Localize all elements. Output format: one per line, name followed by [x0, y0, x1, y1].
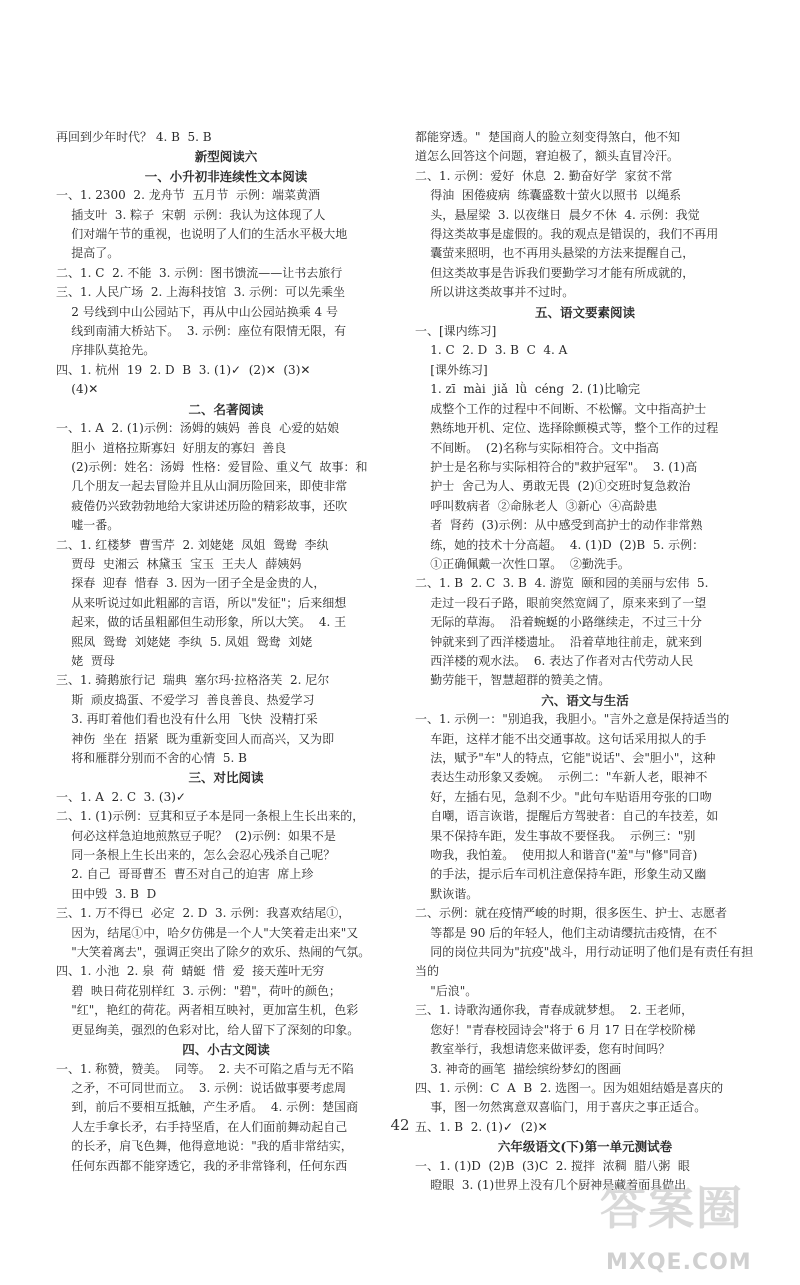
answer-line: 事，图一勿然寓意双喜临门，用于喜庆之事正适合。	[415, 1100, 707, 1115]
answer-line: 序排队莫抢先。	[56, 343, 156, 358]
section-heading: 二、名著阅读	[188, 401, 264, 417]
watermark-logo: 答案圈	[600, 1181, 744, 1235]
answer-line: 熙凤 鸳鸯 刘姥姥 李纨 5. 凤姐 鸳鸯 刘姥	[56, 634, 313, 649]
answer-line: 一、[课内练习]	[415, 324, 497, 339]
answer-line: 二、1. (1)示例：豆萁和豆子本是同一条根上生长出来的，	[56, 809, 365, 824]
answer-line: 任何东西都不能穿透它，我的矛非常锋利，任何东西	[56, 1158, 348, 1173]
section-heading: 四、小古文阅读	[182, 1042, 270, 1058]
watermark-url: MXQE.COM	[606, 1250, 752, 1275]
answer-line: 提高了。	[56, 246, 120, 261]
answer-line: 呼叫数病者 ②命脉老人 ③新心 ④高龄患	[415, 498, 658, 513]
answer-line: 护士是名称与实际相符合的"救护冠军"。 3. (1)高	[415, 459, 698, 474]
answer-line: 得这类故事是虚假的。我的观点是错误的，我们不再用	[415, 227, 719, 242]
answer-line: "红"，艳红的荷花。两者相互映衬，更加富生机，色彩	[56, 1003, 359, 1018]
right-column	[415, 128, 755, 1195]
answer-line: 自嘲，语言诙谐，提醒后方驾驶者：自己的车技差，如	[415, 809, 719, 824]
answer-line: 因为，结尾①中，哈夕仿佛是一个人"大笑着走出来"又	[56, 925, 359, 940]
answer-line: 西洋楼的观水法。 6. 表达了作者对古代劳动人民	[415, 653, 694, 668]
answer-line: ①正确佩戴一次性口罩。 ②勤洗手。	[415, 556, 630, 571]
section-heading: 一、小升初非连续性文本阅读	[144, 168, 308, 184]
answer-line: 之矛，不可同世而立。 3. 示例：说话做事要考虑周	[56, 1080, 347, 1095]
answer-line: 三、1. 骑鹅旅行记 瑞典 塞尔玛·拉格洛芙 2. 尼尔	[56, 673, 330, 688]
answer-line: 都能穿透。" 楚国商人的脸立刻变得煞白，他不知	[415, 130, 681, 144]
answer-line: 几个朋友一起去冒险并且从山洞历险回来，即使非常	[56, 479, 348, 494]
answer-line: 四、1. 杭州 19 2. D B 3. (1)✓ (2)✕ (3)✕	[56, 362, 311, 377]
section-heading: 六、语文与生活	[541, 692, 629, 708]
answer-line: 练，她的技术十分高超。 4. (1)D (2)B 5. 示例：	[415, 537, 705, 552]
answer-line: 3. 再盯着他们看也没有什么用 飞快 没精打采	[56, 712, 318, 727]
answer-line: 但这类故事是告诉我们要勤学习才能有所成就的，	[415, 265, 695, 280]
answer-line: 三、1. 人民广场 2. 上海科技馆 3. 示例：可以先乘坐	[56, 285, 346, 300]
answer-line: 同一条根上生长出来的，怎么会忍心残杀自己呢？	[56, 848, 336, 863]
answer-line: 头，悬屋梁 3. 以夜继日 晨夕不休 4. 示例：我觉	[415, 207, 700, 222]
answer-line: 护士 舍己为人、勇敢无畏 (2)①交班时复急救治	[415, 479, 691, 494]
section-heading: 六年级语文(下)第一单元测试卷	[497, 1139, 673, 1155]
answer-line: 勤劳能干，智慧超群的赞美之情。	[415, 673, 611, 688]
answer-line: 道怎么回答这个问题，窘迫极了，额头直冒冷汗。	[415, 149, 680, 164]
answer-line: 二、1. 红楼梦 曹雪芹 2. 刘姥姥 凤姐 鸳鸯 李纨	[56, 537, 329, 552]
answer-line: 囊萤来照明，也不再用头悬梁的方法来提醒自己，	[415, 246, 695, 261]
answer-line: 四、1. 示例：C A B 2. 选图一。因为姐姐结婚是喜庆的	[415, 1080, 724, 1095]
answer-line: 一、1. 称赞，赞美。 同等。 2. 夫不可陷之盾与无不陷	[56, 1061, 354, 1076]
watermark	[600, 1168, 790, 1278]
answer-line: 人左手拿长矛，右手持坚盾，在人们面前舞动起自己	[56, 1119, 348, 1134]
answer-line: 一、1. A 2. C 3. (3)✓	[56, 789, 186, 804]
answer-line: 法，赋予"车"人的特点，它能"说话"、会"胆小"，这种	[415, 751, 716, 765]
answer-line: 到，前后不要相互抵触，产生矛盾。 4. 示例：楚国商	[56, 1100, 359, 1115]
answer-line: 不间断。 (2)名称与实际相符合。文中指高	[415, 440, 659, 455]
answer-line: 您好！"青春校园诗会"将于 6 月 17 日在学校阶梯	[415, 1022, 696, 1037]
answer-line: 线到南浦大桥站下。 3. 示例：座位有限情无限，有	[56, 324, 347, 339]
answer-line: 瞪眼 3. (1)世界上没有几个厨神是藏着面具做出	[415, 1177, 687, 1192]
answer-line: 无际的草海。 沿着蜿蜒的小路继续走，不过三十分	[415, 615, 702, 630]
answer-line: 将和雁群分别而不舍的心情 5. B	[56, 751, 247, 765]
answer-line: 的长矛，肩飞色舞，他得意地说："我的盾非常结实，	[56, 1139, 353, 1154]
answer-line: 得油 困倦疲病 练囊盛数十萤火以照书 以绳系	[415, 188, 682, 203]
answer-line: 探春 迎春 惜春 3. 因为一团子全是金贵的人，	[56, 576, 326, 591]
answer-line: 默诙谐。	[415, 886, 479, 901]
answer-line: "后浪"。	[415, 983, 478, 998]
answer-line: 所以讲这类故事并不过时。	[415, 285, 575, 300]
answer-line: 熟练地开机、定位、选择除颤模式等，整个工作的过程	[415, 421, 719, 436]
answer-line: 二、示例：就在疫情严峻的时期，很多医生、护士、志愿者	[415, 906, 728, 921]
answer-line: 碧 映日荷花别样红 3. 示例："碧"，荷叶的颜色；	[56, 983, 341, 998]
answer-line: 好，左插右见，急刹不少。"此句车贴语用夸张的口吻	[415, 789, 712, 804]
left-column	[56, 128, 396, 1176]
answer-line: [课外练习]	[415, 362, 488, 377]
answer-line: 再回到少年时代？ 4. B 5. B	[56, 130, 212, 144]
section-heading: 新型阅读六	[194, 149, 258, 165]
answer-line: 插支叶 3. 粽子 宋朝 示例：我认为这体现了人	[56, 207, 326, 222]
answer-line: 3. 神奇的画笔 描绘缤纷梦幻的图画	[415, 1061, 622, 1076]
answer-line: 更显绚美，强烈的色彩对比，给人留下了深刻的印象。	[56, 1022, 360, 1037]
answer-line: 五、1. B 2. (1)✓ (2)✕	[415, 1119, 548, 1134]
answer-line: 胆小 道格拉斯寡妇 好朋友的寡妇 善良	[56, 440, 287, 455]
answer-line: 成整个工作的过程中不间断、不松懈。文中指高护士	[415, 401, 707, 416]
answer-line: 表达生动形象又委婉。 示例二："车新人老，眼神不	[415, 770, 708, 785]
answer-line: 三、1. 万不得已 必定 2. D 3. 示例：我喜欢结尾①，	[56, 906, 351, 921]
answer-line: 1. C 2. D 3. B C 4. A	[415, 343, 568, 358]
answer-line: 四、1. 小池 2. 泉 荷 蜻蜓 惜 爱 接天莲叶无穷	[56, 964, 325, 979]
answer-line: 的手法，提示后车司机注意保持车距，形象生动又幽	[415, 867, 707, 882]
page-number: 42	[390, 1116, 410, 1134]
answer-line: 嘘一番。	[56, 518, 120, 533]
answer-line: 一、1. A 2. (1)示例：汤姆的姨妈 善良 心爱的姑娘	[56, 421, 340, 436]
section-heading: 三、对比阅读	[188, 770, 264, 786]
answer-line: 贾母 史湘云 林黛玉 宝玉 王夫人 薛姨妈	[56, 556, 302, 571]
answer-line: 同的岗位共同为"抗疫"战斗，用行动证明了他们是有责任有担当的	[415, 945, 754, 979]
answer-line: 二、1. B 2. C 3. B 4. 游览 颐和园的美丽与宏伟 5.	[415, 576, 709, 591]
answer-line: 二、1. C 2. 不能 3. 示例：图书馈流——让书去旅行	[56, 265, 343, 280]
answer-line: (4)✕	[56, 382, 99, 397]
answer-line: 2 号线到中山公园站下，再从中山公园站换乘 4 号	[56, 304, 338, 319]
answer-line: 走过一段石子路，眼前突然宽阔了，原来来到了一望	[415, 595, 707, 610]
answer-line: 神伤 坐在 捂紧 既为重新变回人而高兴，又为即	[56, 731, 335, 746]
answer-line: 们对端午节的重视，也说明了人们的生活水平极大地	[56, 227, 348, 242]
answer-line: 1. zī mài jiǎ lǜ céng 2. (1)比喻完	[415, 382, 640, 397]
answer-line: 车距，这样才能不出交通事故。这句话采用拟人的手	[415, 731, 707, 746]
answer-line: 等都是 90 后的年轻人，他们主动请缨抗击疫情，在不	[415, 925, 718, 940]
answer-line: 者 肾药 (3)示例：从中感受到高护士的动作非常熟	[415, 518, 703, 533]
answer-line: 吻我，我怕羞。 使用拟人和谐音("羞"与"修"同音)	[415, 848, 698, 863]
answer-line: 从来听说过如此粗鄙的言语，所以"发征"；后来细想	[56, 595, 347, 610]
answer-line: 钟就来到了西洋楼遗址。 沿着草地往前走，就来到	[415, 634, 702, 649]
answer-line: 三、1. 诗歌沟通你我，青春成就梦想。 2. 王老师，	[415, 1003, 694, 1018]
answer-line: "大笑着离去"，强调正突出了除夕的欢乐、热闹的气氛。	[56, 945, 371, 960]
section-heading: 五、语文要素阅读	[534, 304, 635, 320]
answer-line: 果不保持车距，发生事故不要怪我。 示例三："别	[415, 828, 696, 843]
answer-line: 二、1. 示例：爱好 休息 2. 勤奋好学 家贫不常	[415, 168, 673, 183]
answer-line: 姥 贾母	[56, 653, 115, 668]
answer-line: 一、1. 示例一："别追我，我胆小。"言外之意是保持适当的	[415, 712, 730, 727]
answer-line: 何必这样急迫地煎熬豆子呢？ (2)示例：如果不是	[56, 828, 336, 843]
answer-line: 教室举行，我想请您来做评委，您有时间吗？	[415, 1042, 671, 1057]
answer-line: 斯 顽皮捣蛋、不爱学习 善良善良、热爱学习	[56, 692, 315, 707]
answer-line: 一、1. (1)D (2)B (3)C 2. 搅拌 浓稠 腊八粥 眼	[415, 1158, 690, 1173]
answer-line: 起来，做的话虽粗鄙但生动形象，所以大笑。 4. 王	[56, 615, 347, 630]
answer-line: 2. 自己 哥哥曹丕 曹丕对自己的迫害 席上珍	[56, 867, 314, 882]
answer-line: 田中毁 3. B D	[56, 886, 157, 901]
answer-line: 一、1. 2300 2. 龙舟节 五月节 示例：端菜黄酒	[56, 188, 320, 203]
answer-line: (2)示例：姓名：汤姆 性格：爱冒险、重义气 故事：和	[56, 459, 368, 474]
answer-line: 疲倦仍兴致勃勃地给大家讲述历险的精彩故事，还吹	[56, 498, 348, 513]
